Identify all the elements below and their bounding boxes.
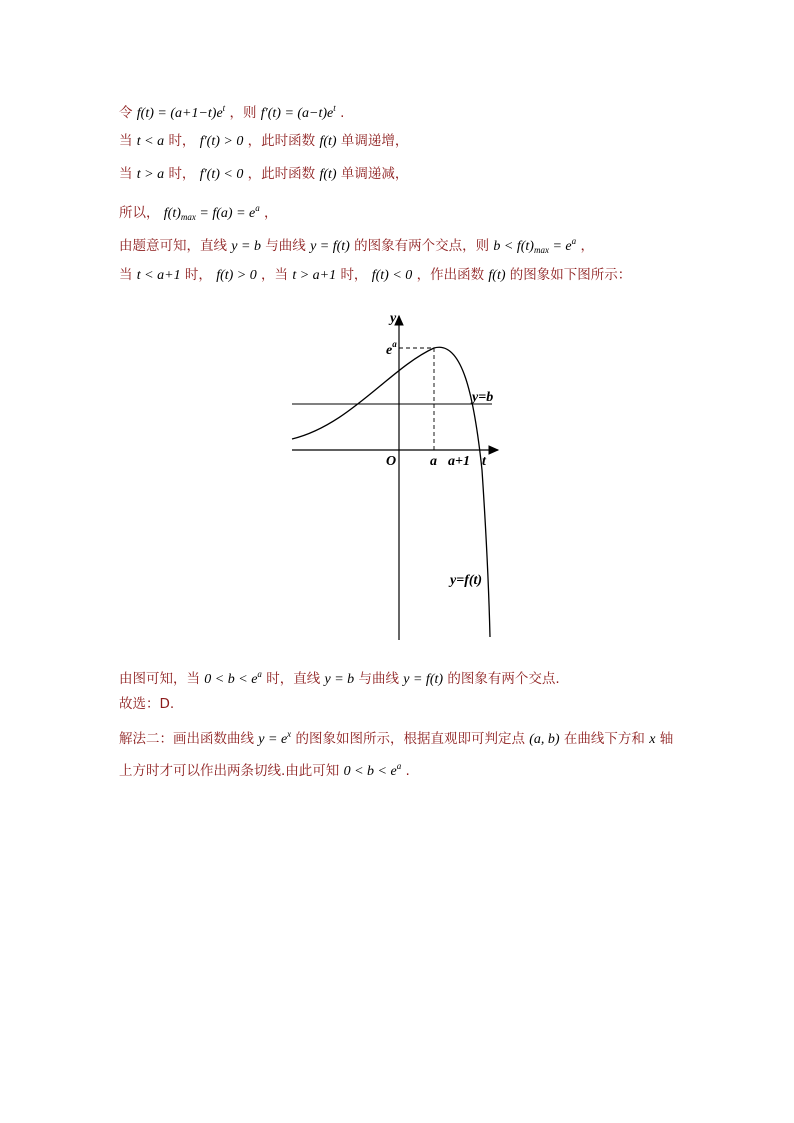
y-axis-label: y xyxy=(390,311,397,326)
text: ，此时函数 xyxy=(247,166,316,182)
text-line-2 xyxy=(119,131,408,152)
text-line-6 xyxy=(119,265,631,286)
text: 故选：D. xyxy=(119,696,175,712)
text: 时， xyxy=(168,133,196,149)
a-label: a xyxy=(430,454,437,469)
formula: $f(t)_{max} = f(a) = e^a$ xyxy=(163,203,260,222)
formula: t > a xyxy=(136,167,165,182)
curve-f-t xyxy=(292,347,490,637)
text-line-9 xyxy=(119,724,673,750)
formula: f(t) xyxy=(488,268,506,283)
text: ，当 xyxy=(261,267,289,283)
curve-label: y=f(t) xyxy=(450,573,483,588)
formula: y = f(t) xyxy=(310,239,350,254)
text: ，作出函数 xyxy=(416,267,485,283)
formula: y = f(t) xyxy=(403,672,444,687)
formula: f′(t) < 0 xyxy=(199,167,244,182)
formula: $f(t) = (a+1-t)e^t$ xyxy=(136,103,226,121)
formula: t < a+1 xyxy=(136,268,181,283)
formula: f(t) xyxy=(319,167,337,182)
formula: f(t) > 0 xyxy=(216,268,257,283)
text: 的图象有两个交点，则 xyxy=(354,238,490,254)
text: ， xyxy=(264,205,278,221)
text: 的图象如下图所示： xyxy=(509,267,632,283)
formula: x xyxy=(649,732,656,747)
text-line-7 xyxy=(119,664,560,690)
text: 当 xyxy=(119,267,133,283)
line-b-label: y=b xyxy=(472,390,494,405)
text: ， xyxy=(580,238,594,254)
text: 上方时才可以作出两条切线.由此可知 xyxy=(119,763,340,779)
formula: f′(t) > 0 xyxy=(199,134,244,149)
text: 解法二：画出函数曲线 xyxy=(119,731,254,747)
formula: $0 < b < e^a$ xyxy=(343,761,402,779)
origin-label: O xyxy=(386,454,397,469)
text: 由题意可知，直线 xyxy=(119,238,227,254)
text: 时， xyxy=(168,166,196,182)
text-line-5 xyxy=(119,231,594,260)
text: . xyxy=(340,105,345,121)
text: 轴 xyxy=(659,731,674,747)
text: 时， xyxy=(184,267,212,283)
text: ，则 xyxy=(229,105,257,121)
formula: f(t) xyxy=(319,134,337,149)
formula: t < a xyxy=(136,134,165,149)
formula: $y = e^x$ xyxy=(258,729,292,747)
formula: $f'(t) = (a-t)e^t$ xyxy=(260,103,336,121)
text: 由图可知，当 xyxy=(119,671,200,687)
text: ，此时函数 xyxy=(247,133,316,149)
formula: y = b xyxy=(324,672,355,687)
text: 与曲线 xyxy=(265,238,306,254)
formula: y = b xyxy=(231,239,261,254)
peak-label: $e^a$ xyxy=(386,339,397,358)
text-line-1 xyxy=(119,98,344,124)
text: 当 xyxy=(119,166,133,182)
text: 时，直线 xyxy=(266,671,321,687)
text: 单调递增， xyxy=(340,133,409,149)
text: 时， xyxy=(340,267,368,283)
text: 在曲线下方和 xyxy=(563,731,645,747)
text: 与曲线 xyxy=(358,671,399,687)
text-line-8 xyxy=(119,694,174,714)
a-plus-1-label: a+1 xyxy=(448,454,470,469)
text: 的图象如图所示，根据直观即可判定点 xyxy=(295,731,525,747)
function-graph xyxy=(280,300,520,645)
formula: (a, b) xyxy=(529,732,560,747)
formula: t > a+1 xyxy=(292,268,337,283)
formula: $0 < b < e^a$ xyxy=(204,669,262,687)
text: . xyxy=(405,763,410,779)
text-line-4 xyxy=(119,198,278,227)
text: 当 xyxy=(119,133,133,149)
text: 所以， xyxy=(119,205,160,221)
text: 的图象有两个交点. xyxy=(447,671,560,687)
t-axis-label: t xyxy=(482,454,486,469)
text: 单调递减， xyxy=(340,166,409,182)
formula: $b < f(t)_{max} = e^a$ xyxy=(493,236,577,255)
text: 令 xyxy=(119,105,133,121)
formula: f(t) < 0 xyxy=(371,268,413,283)
text-line-10 xyxy=(119,756,410,782)
text-line-3 xyxy=(119,164,408,185)
